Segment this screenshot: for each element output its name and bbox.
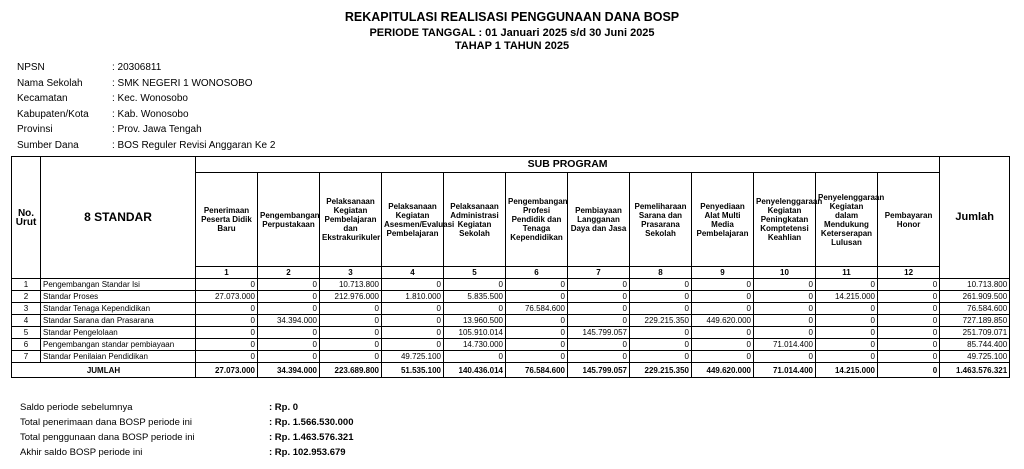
cell-value: 0 bbox=[816, 315, 878, 327]
total-label: JUMLAH bbox=[12, 363, 196, 378]
cell-value: 0 bbox=[568, 315, 630, 327]
cell-value: 0 bbox=[506, 291, 568, 303]
cell-value: 0 bbox=[692, 291, 754, 303]
row-total: 261.909.500 bbox=[940, 291, 1010, 303]
cell-value: 0 bbox=[878, 291, 940, 303]
info-value: : BOS Reguler Revisi Anggaran Ke 2 bbox=[112, 139, 276, 151]
cell-value: 0 bbox=[692, 327, 754, 339]
cell-value: 0 bbox=[320, 327, 382, 339]
cell-value: 76.584.600 bbox=[506, 303, 568, 315]
table-row bbox=[12, 339, 1010, 351]
cell-value: 0 bbox=[692, 279, 754, 291]
cell-value: 0 bbox=[754, 351, 816, 363]
total-cell-value: 27.073.000 bbox=[196, 363, 258, 378]
cell-value: 0 bbox=[382, 303, 444, 315]
info-label: Kecamatan bbox=[17, 93, 68, 104]
total-cell-value: 76.584.600 bbox=[506, 363, 568, 378]
row-number: 5 bbox=[12, 327, 41, 339]
cell-value: 0 bbox=[196, 303, 258, 315]
cell-value: 145.799.057 bbox=[568, 327, 630, 339]
column-number: 9 bbox=[692, 267, 754, 279]
cell-value: 34.394.000 bbox=[258, 315, 320, 327]
row-total: 10.713.800 bbox=[940, 279, 1010, 291]
info-value: : 20306811 bbox=[112, 62, 162, 73]
standar-name: Pengembangan standar pembiayaan bbox=[41, 339, 196, 351]
cell-value: 10.713.800 bbox=[320, 279, 382, 291]
cell-value: 0 bbox=[320, 351, 382, 363]
cell-value: 0 bbox=[630, 327, 692, 339]
cell-value: 71.014.400 bbox=[754, 339, 816, 351]
sub-program-column-header: Pembiayaan Langganan Daya dan Jasa bbox=[568, 173, 630, 267]
table-row bbox=[12, 327, 1010, 339]
row-total: 251.709.071 bbox=[940, 327, 1010, 339]
sub-program-column-header: Penerimaan Peserta Didik Baru bbox=[196, 173, 258, 267]
total-cell-value: 51.535.100 bbox=[382, 363, 444, 378]
total-cell-value: 71.014.400 bbox=[754, 363, 816, 378]
cell-value: 0 bbox=[692, 339, 754, 351]
cell-value: 0 bbox=[878, 279, 940, 291]
jumlah-header: Jumlah bbox=[940, 157, 1010, 279]
cell-value: 0 bbox=[382, 327, 444, 339]
cell-value: 0 bbox=[196, 351, 258, 363]
info-label: Sumber Dana bbox=[17, 139, 79, 151]
column-number: 1 bbox=[196, 267, 258, 279]
total-cell-value: 0 bbox=[878, 363, 940, 378]
cell-value: 14.730.000 bbox=[444, 339, 506, 351]
cell-value: 0 bbox=[878, 327, 940, 339]
cell-value: 0 bbox=[754, 303, 816, 315]
cell-value: 0 bbox=[506, 351, 568, 363]
summary-label: Total penggunaan dana BOSP periode ini bbox=[20, 432, 195, 443]
sub-program-column-header: Penyelenggaraan Kegiatan Peningkatan Komptetensi Keahlian bbox=[754, 173, 816, 267]
cell-value: 0 bbox=[320, 303, 382, 315]
cell-value: 0 bbox=[754, 327, 816, 339]
row-number: 1 bbox=[12, 279, 41, 291]
cell-value: 0 bbox=[258, 303, 320, 315]
total-cell-value: 229.215.350 bbox=[630, 363, 692, 378]
cell-value: 0 bbox=[816, 339, 878, 351]
standar-name: Standar Proses bbox=[41, 291, 196, 303]
cell-value: 0 bbox=[196, 315, 258, 327]
cell-value: 0 bbox=[196, 279, 258, 291]
cell-value: 0 bbox=[382, 339, 444, 351]
standar-name: Standar Pengelolaan bbox=[41, 327, 196, 339]
cell-value: 0 bbox=[568, 279, 630, 291]
info-row bbox=[17, 109, 275, 125]
sub-program-column-header: Pelaksanaan Kegiatan Pembelajaran dan Ekstrakurikuler bbox=[320, 173, 382, 267]
info-value: : Kec. Wonosobo bbox=[112, 93, 188, 104]
cell-value: 0 bbox=[258, 351, 320, 363]
table-row bbox=[12, 279, 1010, 291]
cell-value: 0 bbox=[568, 351, 630, 363]
sub-program-column-header: Pengembangan Profesi Pendidik dan Tenaga Kependidikan bbox=[506, 173, 568, 267]
report-stage: TAHAP 1 TAHUN 2025 bbox=[454, 40, 570, 52]
cell-value: 0 bbox=[196, 327, 258, 339]
cell-value: 212.976.000 bbox=[320, 291, 382, 303]
cell-value: 0 bbox=[382, 279, 444, 291]
summary-row bbox=[20, 447, 354, 462]
cell-value: 0 bbox=[630, 303, 692, 315]
cell-value: 0 bbox=[568, 339, 630, 351]
school-info bbox=[17, 62, 275, 155]
cell-value: 0 bbox=[692, 351, 754, 363]
row-number: 7 bbox=[12, 351, 41, 363]
sub-program-column-header: Penyediaan Alat Multi Media Pembelajaran bbox=[692, 173, 754, 267]
column-number: 5 bbox=[444, 267, 506, 279]
column-number: 8 bbox=[630, 267, 692, 279]
summary-row bbox=[20, 417, 354, 432]
no-urut-header: No. Urut bbox=[12, 157, 41, 279]
cell-value: 0 bbox=[568, 303, 630, 315]
cell-value: 0 bbox=[754, 315, 816, 327]
cell-value: 0 bbox=[878, 339, 940, 351]
cell-value: 27.073.000 bbox=[196, 291, 258, 303]
info-value: : Kab. Wonosobo bbox=[112, 108, 189, 120]
cell-value: 0 bbox=[320, 315, 382, 327]
cell-value: 0 bbox=[506, 315, 568, 327]
total-cell-value: 34.394.000 bbox=[258, 363, 320, 378]
row-total: 76.584.600 bbox=[940, 303, 1010, 315]
summary-row bbox=[20, 432, 354, 447]
realization-table bbox=[11, 156, 1010, 378]
info-value: : SMK NEGERI 1 WONOSOBO bbox=[112, 77, 253, 89]
cell-value: 13.960.500 bbox=[444, 315, 506, 327]
report-title: REKAPITULASI REALISASI PENGGUNAAN DANA BOSP bbox=[344, 10, 680, 24]
standar-header: 8 STANDAR bbox=[41, 157, 196, 279]
cell-value: 0 bbox=[506, 327, 568, 339]
cell-value: 0 bbox=[692, 303, 754, 315]
cell-value: 449.620.000 bbox=[692, 315, 754, 327]
table-row bbox=[12, 351, 1010, 363]
sub-program-column-header: Penyelenggaraan Kegiatan dalam Mendukung Keterserapan Lulusan bbox=[816, 173, 878, 267]
cell-value: 0 bbox=[320, 339, 382, 351]
row-number: 4 bbox=[12, 315, 41, 327]
column-number: 10 bbox=[754, 267, 816, 279]
cell-value: 0 bbox=[630, 279, 692, 291]
row-number: 2 bbox=[12, 291, 41, 303]
row-total: 49.725.100 bbox=[940, 351, 1010, 363]
sub-program-column-header: Pengembangan Perpustakaan bbox=[258, 173, 320, 267]
cell-value: 49.725.100 bbox=[382, 351, 444, 363]
cell-value: 0 bbox=[506, 279, 568, 291]
total-cell-value: 14.215.000 bbox=[816, 363, 878, 378]
info-row bbox=[17, 62, 275, 78]
column-number: 3 bbox=[320, 267, 382, 279]
cell-value: 0 bbox=[816, 327, 878, 339]
info-label: Kabupaten/Kota bbox=[17, 108, 89, 120]
cell-value: 0 bbox=[630, 339, 692, 351]
cell-value: 0 bbox=[258, 339, 320, 351]
column-number: 2 bbox=[258, 267, 320, 279]
info-row bbox=[17, 124, 275, 140]
summary-value: : Rp. 0 bbox=[269, 402, 299, 413]
total-row bbox=[12, 363, 1010, 378]
cell-value: 0 bbox=[754, 291, 816, 303]
total-cell-value: 223.689.800 bbox=[320, 363, 382, 378]
sub-program-column-header: Pemeliharaan Sarana dan Prasarana Sekolah bbox=[630, 173, 692, 267]
summary-value: : Rp. 102.953.679 bbox=[269, 447, 346, 458]
column-number: 12 bbox=[878, 267, 940, 279]
total-cell-value: 145.799.057 bbox=[568, 363, 630, 378]
cell-value: 105.910.014 bbox=[444, 327, 506, 339]
cell-value: 0 bbox=[754, 279, 816, 291]
cell-value: 0 bbox=[568, 291, 630, 303]
cell-value: 0 bbox=[444, 303, 506, 315]
cell-value: 0 bbox=[196, 339, 258, 351]
total-cell-value: 140.436.014 bbox=[444, 363, 506, 378]
standar-name: Pengembangan Standar Isi bbox=[41, 279, 196, 291]
cell-value: 0 bbox=[630, 351, 692, 363]
row-number: 6 bbox=[12, 339, 41, 351]
row-number: 3 bbox=[12, 303, 41, 315]
grand-total: 1.463.576.321 bbox=[940, 363, 1010, 378]
table-row bbox=[12, 315, 1010, 327]
cell-value: 5.835.500 bbox=[444, 291, 506, 303]
standar-name: Standar Tenaga Kependidikan bbox=[41, 303, 196, 315]
cell-value: 0 bbox=[630, 291, 692, 303]
cell-value: 0 bbox=[816, 303, 878, 315]
cell-value: 0 bbox=[878, 351, 940, 363]
standar-name: Standar Sarana dan Prasarana bbox=[41, 315, 196, 327]
summary-label: Total penerimaan dana BOSP periode ini bbox=[20, 417, 192, 428]
info-label: Provinsi bbox=[17, 124, 53, 135]
column-number: 6 bbox=[506, 267, 568, 279]
cell-value: 0 bbox=[444, 351, 506, 363]
info-value: : Prov. Jawa Tengah bbox=[112, 124, 202, 135]
info-row bbox=[17, 93, 275, 109]
cell-value: 1.810.000 bbox=[382, 291, 444, 303]
cell-value: 0 bbox=[258, 279, 320, 291]
cell-value: 0 bbox=[816, 351, 878, 363]
summary-value: : Rp. 1.463.576.321 bbox=[269, 432, 354, 443]
table-row bbox=[12, 291, 1010, 303]
cell-value: 0 bbox=[444, 279, 506, 291]
sub-program-header: SUB PROGRAM bbox=[196, 157, 940, 173]
cell-value: 229.215.350 bbox=[630, 315, 692, 327]
cell-value: 0 bbox=[258, 291, 320, 303]
summary-row bbox=[20, 402, 354, 417]
cell-value: 0 bbox=[258, 327, 320, 339]
row-total: 727.189.850 bbox=[940, 315, 1010, 327]
summary-value: : Rp. 1.566.530.000 bbox=[269, 417, 354, 428]
total-cell-value: 449.620.000 bbox=[692, 363, 754, 378]
cell-value: 0 bbox=[382, 315, 444, 327]
cell-value: 0 bbox=[878, 315, 940, 327]
sub-program-column-header: Pelaksanaan Kegiatan Asesmen/Evaluasi Pembelajaran bbox=[382, 173, 444, 267]
standar-name: Standar Penilaian Pendidikan bbox=[41, 351, 196, 363]
column-number: 7 bbox=[568, 267, 630, 279]
info-row bbox=[17, 78, 275, 94]
summary-label: Saldo periode sebelumnya bbox=[20, 402, 133, 413]
info-row bbox=[17, 140, 275, 156]
report-period: PERIODE TANGGAL : 01 Januari 2025 s/d 30 Juni 2025 bbox=[369, 27, 655, 39]
column-number: 4 bbox=[382, 267, 444, 279]
cell-value: 14.215.000 bbox=[816, 291, 878, 303]
summary-label: Akhir saldo BOSP periode ini bbox=[20, 447, 143, 458]
cell-value: 0 bbox=[816, 279, 878, 291]
balance-summary bbox=[20, 402, 354, 462]
cell-value: 0 bbox=[506, 339, 568, 351]
sub-program-column-header: Pelaksanaan Administrasi Kegiatan Sekolah bbox=[444, 173, 506, 267]
sub-program-column-header: Pembayaran Honor bbox=[878, 173, 940, 267]
row-total: 85.744.400 bbox=[940, 339, 1010, 351]
info-label: Nama Sekolah bbox=[17, 77, 83, 89]
table-row bbox=[12, 303, 1010, 315]
cell-value: 0 bbox=[878, 303, 940, 315]
column-number: 11 bbox=[816, 267, 878, 279]
info-label: NPSN bbox=[17, 62, 45, 73]
